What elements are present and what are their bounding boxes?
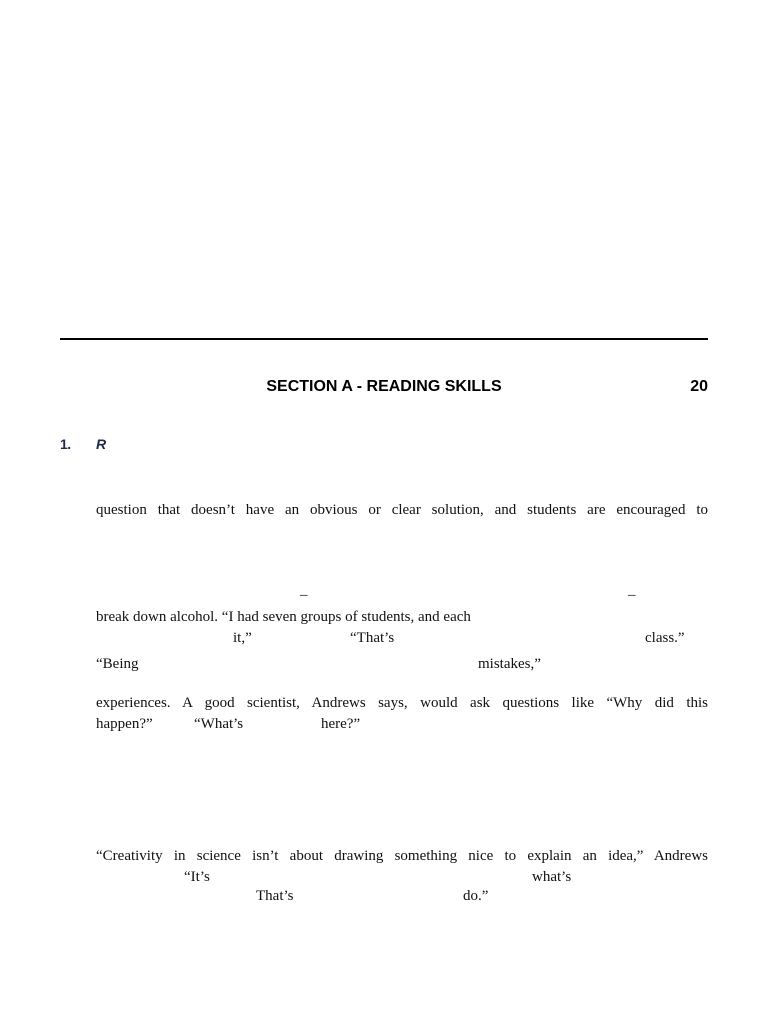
header-rule: [60, 338, 708, 340]
question-number: 1.: [60, 436, 71, 452]
passage-line-9b: do.”: [463, 888, 489, 904]
passage-line-4a: “Being: [96, 656, 139, 672]
passage-line-6c: here?”: [321, 716, 361, 732]
passage-line-1: question that doesn’t have an obvious or clear solution, and students are encouraged to: [96, 502, 708, 518]
passage-line-2: break down alcohol. “I had seven groups of students, and each: [96, 609, 471, 625]
passage-line-3c: class.”: [645, 630, 685, 646]
passage-line-8a: “It’s: [184, 869, 210, 885]
passage-line-6b: “What’s: [194, 716, 244, 732]
passage-dash-1: –: [300, 587, 308, 603]
passage-dash-2: –: [628, 587, 636, 603]
question-heading: R: [96, 436, 107, 452]
section-marks: 20: [690, 378, 708, 395]
section-title: SECTION A - READING SKILLS: [266, 378, 502, 395]
passage-line-4b: mistakes,”: [478, 656, 541, 672]
passage-line-3b: “That’s: [350, 630, 395, 646]
passage-line-8b: what’s: [532, 869, 572, 885]
passage-line-3a: it,”: [233, 630, 252, 646]
passage-line-9a: That’s: [256, 888, 294, 904]
passage-line-7: “Creativity in science isn’t about drawing something nice to explain an idea,” Andrews: [96, 848, 708, 864]
passage-line-6a: happen?”: [96, 716, 153, 732]
passage-line-5: experiences. A good scientist, Andrews says, would ask questions like “Why did this: [96, 695, 708, 711]
